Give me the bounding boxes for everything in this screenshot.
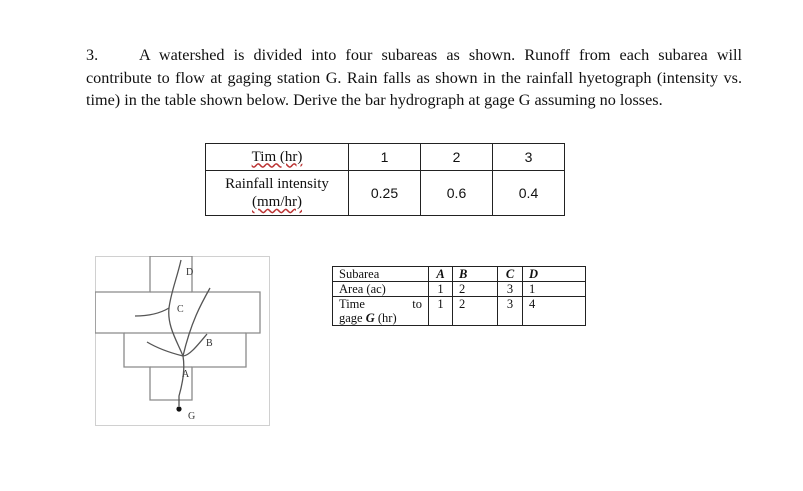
label-c: C (177, 304, 184, 315)
time-cell: 4 (523, 297, 586, 326)
rainfall-hyetograph-table (205, 143, 565, 216)
subarea-table (332, 266, 586, 326)
time-cell: 1 (349, 144, 421, 171)
table-row (333, 282, 586, 297)
label-g: G (188, 411, 196, 422)
intensity-cell: 0.6 (421, 171, 493, 216)
area-cell: 3 (498, 282, 523, 297)
area-cell: 1 (523, 282, 586, 297)
table-row (206, 144, 565, 171)
subarea-header-cell: C (498, 267, 523, 282)
tributary-b-east (183, 334, 207, 356)
gage-letter: G (365, 311, 375, 325)
time-cell: 3 (498, 297, 523, 326)
subarea-header-cell: A (429, 267, 453, 282)
problem-statement (86, 44, 742, 112)
table-row (333, 297, 586, 326)
problem-number: 3. (86, 46, 99, 64)
label-d: D (186, 267, 194, 278)
time-cell: 2 (453, 297, 498, 326)
subarea-header-cell: B (453, 267, 498, 282)
watershed-outline (95, 256, 260, 400)
watershed-diagram (95, 256, 270, 426)
tributary-c-west (135, 308, 169, 316)
label-a: A (182, 369, 190, 380)
problem-text: A watershed is divided into four subareas as shown. Runoff from each subarea will contribute to flow at gaging station G. Rain falls as shown in the rainfall hyetograph (intensity vs. time) in the table shown below. Derive the bar hydrograph at gage G assuming no losses. (86, 46, 742, 109)
area-cell: 2 (453, 282, 498, 297)
time-cell: 1 (429, 297, 453, 326)
time-word: Time (339, 297, 365, 311)
time-cell: 3 (493, 144, 565, 171)
time-to-gage-label-line1 (339, 297, 426, 311)
table-row (206, 171, 565, 216)
area-cell: 1 (429, 282, 453, 297)
hr-unit: (hr) (374, 311, 397, 325)
area-label-cell: Area (ac) (333, 282, 429, 297)
time-to-gage-label-line2 (339, 311, 426, 325)
intensity-label-line2: (mm/hr) (252, 194, 302, 210)
time-to-gage-label-cell (333, 297, 429, 326)
subarea-header-cell: D (523, 267, 586, 282)
time-label: Tim (hr) (251, 148, 303, 165)
time-cell: 2 (421, 144, 493, 171)
table-row (333, 267, 586, 282)
intensity-label-line1: Rainfall intensity (225, 176, 329, 192)
time-header-cell (206, 144, 349, 171)
gage-word: gage (339, 311, 366, 325)
to-word: to (412, 297, 422, 311)
intensity-header-cell (206, 171, 349, 216)
label-b: B (206, 338, 213, 349)
intensity-cell: 0.4 (493, 171, 565, 216)
subarea-header-cell: Subarea (333, 267, 429, 282)
intensity-cell: 0.25 (349, 171, 421, 216)
gage-point (176, 406, 181, 411)
